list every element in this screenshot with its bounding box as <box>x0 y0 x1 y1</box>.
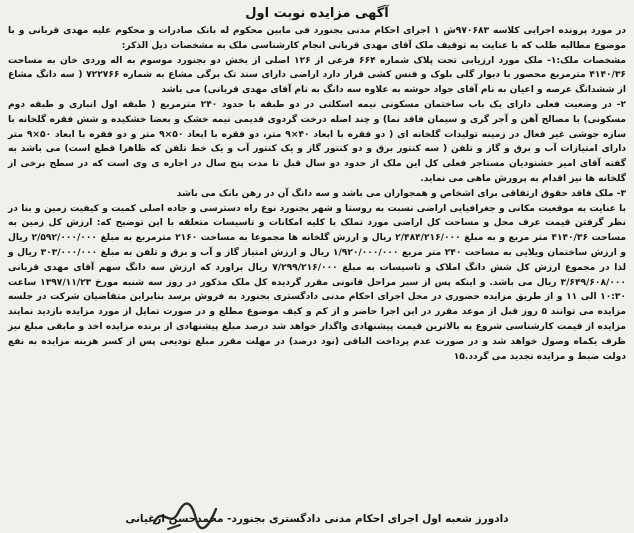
notice-body <box>8 24 626 364</box>
notice-paragraph-valuation-and-terms: با عنایت به موقعیت مکانی و جغرافیایی اراضی نسبت به روستا و شهر بجنورد نوع راه دسترسی و جاده اصلی کمیت و کیفیت زمین و بنا در نظر گرفتن قیمت عرف محل و مساحت کل اراضی مورد تملک با کلیه امکانات و تاسیسات متعلقه با این توضیح که: ارزش کل زمین به مساحت ۴۱۴۰/۳۶ متر مربع و به مبلغ ۲/۴۸۴/۲۱۶/۰۰۰ ریال و ارزش گلخانه ها مجموعا به مساحت ۲۱۶۰ مترمربع به مبلغ ۲/۵۹۲/۰۰۰/۰۰۰ ریال و ارزش ساختمان ویلایی به مساحت ۲۴۰ متر مربع ۱/۹۲۰/۰۰۰/۰۰۰ ریال و ارزش امتیاز گاز و آب و برق و تلفن به مبلغ ۳۰۳/۰۰۰/۰۰۰ ریال و لذا در مجموع ارزش کل شش دانگ املاک و تاسیسات به مبلغ ۷/۲۹۹/۲۱۶/۰۰۰ ریال براورد که ارزش سه دانگ سهم آقای مهدی قربانی ۳/۶۴۹/۶۰۸/۰۰۰ ریال می باشد. و اینکه پس از سیر مراحل قانونی مقرر گردیده کل ملک مذکور در روز سه شنبه مورخ ۱۳۹۷/۱۱/۲۳ ساعت ۱۰:۳۰ الی ۱۱ و از طریق مزایده حضوری در محل اجرای احکام مدنی دادگستری بجنورد به فروش برسد بنابراین متقاضیان شرکت در جلسه مزایده می توانند ۵ روز قبل از موعد مقرر در این اجرا حاضر و از کم و کیف موضوع مطلع و در صورت تمایل از مورد مزایده بازدید نمایند مزایده از قیمت کارشناسی شروع به بالاترین قیمت پیشنهادی واگذار خواهد شد درصد مبلغ پیشنهادی از برنده مزایده اخذ و مابقی مبلغ نیز ظرف یکماه وصول خواهد شد و در صورت عدم پرداخت الباقی (نود درصد) در مهلت مقرر مبلغ تودیعی پس از کسر هزینه مزایده به نفع دولت ضبط و مزایده تجدید می گردد.۱۵ <box>8 203 627 362</box>
notice-paragraph-easement: ۳- ملک فاقد حقوق ارتفاقی برای اشخاص و همجواران می باشد و سه دانگ آن در رهن بانک می باشد <box>176 188 626 199</box>
notice-paragraph-property-specs: مشخصات ملک:۱- ملک مورد ارزیابی تحت پلاک شماره ۶۶۴ فرعی از ۱۲۶ اصلی از بخش دو بجنورد موسوم به اله وردی خان به مساحت ۴۱۴۰/۳۶ مترمربع محصور با دیوار گلی بلوک و فنس کشی قرار دارد اراضی دارای سند تک برگی مشاع به شماره ۷۲۲۷۶۶ ( سه دانگ مشاع از ششدانگ عرصه و اعیان به نام آقای جواد حوشه به علاوه سه دانگ به نام آقای مهدی قربانی) می باشد <box>8 55 627 96</box>
notice-paragraph-current-status: ۲- در وضعیت فعلی دارای یک باب ساختمان مسکونی نیمه اسکلتی در دو طبقه با حدود ۲۴۰ مترمربع ( طبقه اول انباری و طبقه دوم مسکونی) با مصالح آهن و آجر گری و سیمان فاقد نما) و چند اصله درخت گردوی قدیمی نیمه خشک و بعضا خشکیده و شش فقره گلخانه با سازه جوشی غیر فعال در زمینه تولیدات گلخانه ای ( دو فقره با ابعاد ۴۰×۹ متر، دو فقره با ابعاد ۵۰×۹ متر و دو فقره با ابعاد ۵۰×۹ متر دارای امتیازات آب و برق و گاز و تلفن ( سه کنتور برق و دو کنتور گاز و یک کنتور آب و یک خط تلفن که ظاهرا قطع است) می باشد به گفته آقای امیر خشنودیان مستاجر فعلی کل این ملک از حدود دو سال قبل تا مدت پنج سال در اجاره ی وی است که در سطح برخی از گلخانه ها نیز اقدام به پرورش ماهی می نماید. <box>8 99 627 184</box>
signature-line: دادورز شعبه اول اجرای احکام مدنی دادگستری بجنورد- محمدحسن ارغیانی <box>125 513 509 525</box>
notice-title: آگهی مزایده نوبت اول <box>245 6 389 21</box>
notice-paragraph-intro: در مورد پرونده اجرایی کلاسه ۹۷۰۶۸۳ش ۱ اجرای احکام مدنی بجنورد فی مابین محکوم له بانک صادرات و محکوم علیه مهدی قربانی و با موضوع مطالبه طلب که با عنایت به توقیف ملک آقای مهدی قربانی انجام کارشناسی ملک به مشخصات ذیل الذکر: <box>8 26 627 51</box>
